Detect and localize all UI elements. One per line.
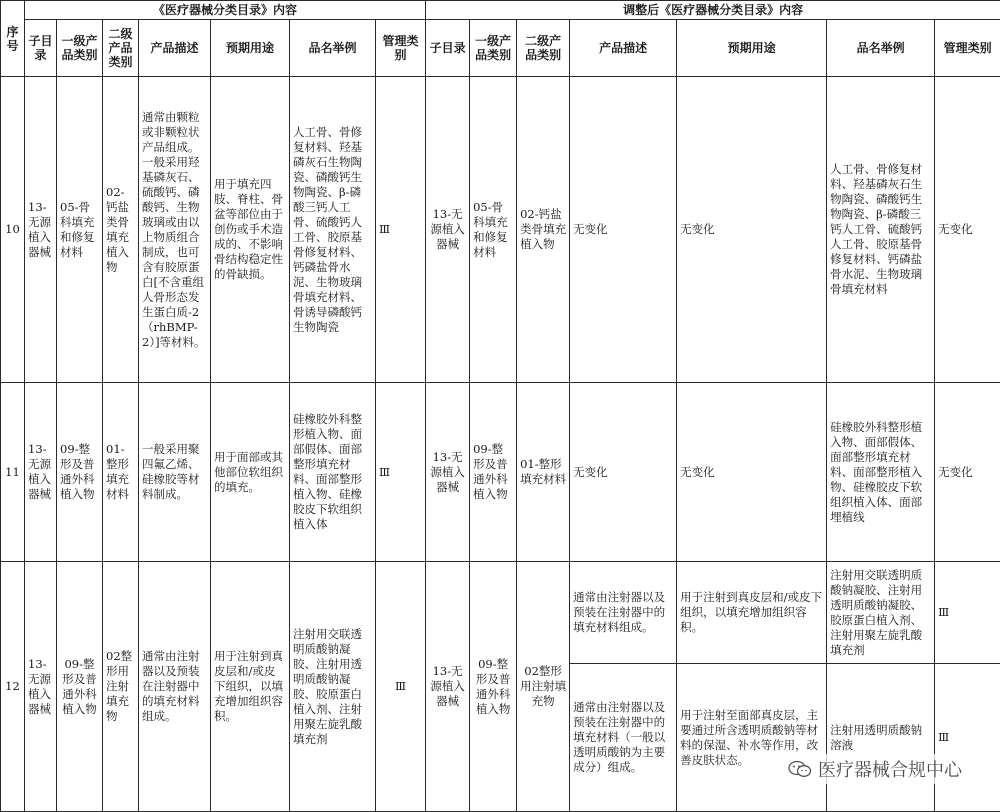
left-section-title: 《医疗器械分类目录》内容 [25,1,426,20]
new-description: 无变化 [570,77,677,383]
header-old-class: 管理类别 [376,20,426,77]
new-level2-category: 02整形用注射填充物 [517,562,570,812]
row-number: 12 [1,562,25,812]
new-intended-use: 用于注射至面部真皮层，主要通过所含透明质酸钠等材料的保湿、补水等作用，改善皮肤状态。 [677,664,827,812]
header-new-desc: 产品描述 [570,20,677,77]
new-examples: 硅橡胶外科整形植入物、面部假体、面部整形填充材料、面部整形植入物、硅橡胶皮下软组织植入体、面部埋植线 [827,383,935,562]
new-description: 无变化 [570,383,677,562]
old-subcatalog: 13-无源植入器械 [25,383,57,562]
header-new-sub: 子目录 [426,20,470,77]
old-intended-use: 用于填充四肢、脊柱、骨盆等部位由于创伤或手术造成的、不影响骨结构稳定性的骨缺损。 [211,77,290,383]
right-section-title: 调整后《医疗器械分类目录》内容 [426,1,1000,20]
new-level1-category: 09-整形及普通外科植入物 [470,562,517,812]
header-old-examples: 品名举例 [290,20,376,77]
row-number: 10 [1,77,25,383]
row-number: 11 [1,383,25,562]
old-subcatalog: 13-无源植入器械 [25,77,57,383]
old-level2-category: 02整形用注射填充物 [103,562,139,812]
wechat-icon [788,760,812,778]
old-subcatalog: 13-无源植入器械 [25,562,57,812]
old-class: Ⅲ [376,562,426,812]
old-description: 一般采用聚四氟乙烯、硅橡胶等材料制成。 [139,383,211,562]
old-level1-category: 09-整形及普通外科植入物 [57,562,103,812]
new-class: Ⅲ [935,562,1000,664]
old-level1-category: 05-骨科填充和修复材料 [57,77,103,383]
old-examples: 注射用交联透明质酸钠凝胶、注射用透明质酸钠凝胶、胶原蛋白植入剂、注射用聚左旋乳酸填充剂 [290,562,376,812]
new-level2-category: 02-钙盐类骨填充植入物 [517,77,570,383]
header-new-examples: 品名举例 [827,20,935,77]
new-subcatalog: 13-无源植入器械 [426,77,470,383]
old-level1-category: 09-整形及普通外科植入物 [57,383,103,562]
header-new-l2: 二级产品类别 [517,20,570,77]
watermark [782,754,968,784]
new-level1-category: 05-骨科填充和修复材料 [470,77,517,383]
watermark-text: 医疗器械合规中心 [818,756,962,782]
new-description: 通常由注射器以及预装在注射器中的填充材料组成。 [570,562,677,664]
header-old-l2: 二级产品类别 [103,20,139,77]
new-description: 通常由注射器以及预装在注射器中的填充材料（一般以透明质酸钠为主要成分）组成。 [570,664,677,812]
old-intended-use: 用于面部或其他部位软组织的填充。 [211,383,290,562]
new-class: 无变化 [935,77,1000,383]
new-examples: 人工骨、骨修复材料、羟基磷灰石生物陶瓷、磷酸钙生物陶瓷、β-磷酸三钙人工骨、硫酸钙人工骨、胶原基骨修复材料、钙磷盐骨水泥、生物玻璃骨填充材料 [827,77,935,383]
table-row [1,383,1000,562]
new-subcatalog: 13-无源植入器械 [426,383,470,562]
old-class: Ⅲ [376,383,426,562]
new-class: Ⅲ [935,664,1000,812]
table-row [1,562,1000,664]
old-class: Ⅲ [376,77,426,383]
header-old-l1: 一级产品类别 [57,20,103,77]
header-new-class: 管理类别 [935,20,1000,77]
header-old-sub: 子目录 [25,20,57,77]
old-description: 通常由注射器以及预装在注射器中的填充材料组成。 [139,562,211,812]
header-new-use: 预期用途 [677,20,827,77]
old-level2-category: 02-钙盐类骨填充植入物 [103,77,139,383]
table-row [1,77,1000,383]
new-class: 无变化 [935,383,1000,562]
new-examples: 注射用透明质酸钠溶液 [827,664,935,812]
new-intended-use: 用于注射到真皮层和/或皮下组织，以填充增加组织容积。 [677,562,827,664]
header-new-l1: 一级产品类别 [470,20,517,77]
new-level2-category: 01-整形填充材料 [517,383,570,562]
old-examples: 人工骨、骨修复材料、羟基磷灰石生物陶瓷、磷酸钙生物陶瓷、β-磷酸三钙人工骨、硫酸钙人工骨、胶原基骨修复材料、钙磷盐骨水泥、生物玻璃骨填充材料、骨诱导磷酸钙生物陶瓷 [290,77,376,383]
new-intended-use: 无变化 [677,383,827,562]
old-intended-use: 用于注射到真皮层和/或皮下组织，以填充增加组织容积。 [211,562,290,812]
header-old-use: 预期用途 [211,20,290,77]
new-examples: 注射用交联透明质酸钠凝胶、注射用透明质酸钠凝胶、胶原蛋白植入剂、注射用聚左旋乳酸填充剂 [827,562,935,664]
old-examples: 硅橡胶外科整形植入物、面部假体、面部整形填充材料、面部整形植入物、硅橡胶皮下软组织植入体 [290,383,376,562]
old-level2-category: 01-整形填充材料 [103,383,139,562]
old-description: 通常由颗粒或非颗粒状产品组成。一般采用羟基磷灰石、硫酸钙、磷酸钙、生物玻璃或由以上物质组合制成，也可含有胶原蛋白[不含重组人骨形态发生蛋白质-2（rhBMP-2）]等材料。 [139,77,211,383]
header-no: 序号 [1,1,25,77]
new-subcatalog: 13-无源植入器械 [426,562,470,812]
header-old-desc: 产品描述 [139,20,211,77]
new-level1-category: 09-整形及普通外科植入物 [470,383,517,562]
new-intended-use: 无变化 [677,77,827,383]
